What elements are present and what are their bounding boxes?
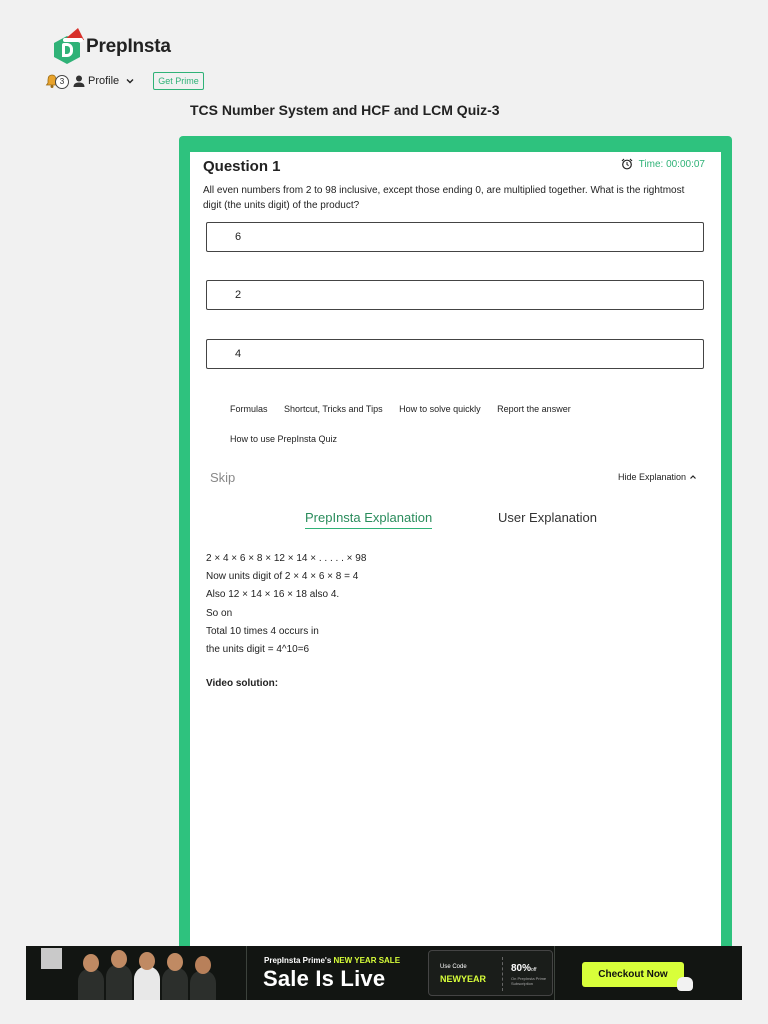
checkout-now-button[interactable]: Checkout Now <box>582 962 684 987</box>
quiz-card <box>179 136 732 956</box>
question-number: Question 1 <box>203 158 281 175</box>
answer-option[interactable]: 2 <box>206 280 704 310</box>
profile-row <box>44 72 204 90</box>
question-text: All even numbers from 2 to 98 inclusive, except those ending 0, are multiplied together. What is the rightmost digit (the units digit) of the product? <box>203 185 685 211</box>
tab-user-explanation[interactable]: User Explanation <box>498 510 597 525</box>
discount-value: 80%off <box>511 963 537 974</box>
promo-code-box <box>428 950 553 996</box>
notification-count-badge: 3 <box>55 75 69 89</box>
alarm-clock-icon <box>621 158 633 170</box>
answer-option[interactable]: 6 <box>206 222 704 252</box>
skip-button[interactable]: Skip <box>210 470 236 485</box>
prepinsta-logo[interactable] <box>52 28 171 66</box>
quiz-help-links <box>230 404 585 414</box>
shortcuts-link[interactable]: Shortcut, Tricks and Tips <box>284 404 383 414</box>
video-solution-heading: Video solution: <box>206 678 279 689</box>
logo-text: PrepInsta <box>86 36 171 57</box>
logo-icon <box>52 30 82 64</box>
quiz-card-body <box>190 152 721 972</box>
notification-bell-icon[interactable] <box>44 73 65 89</box>
pointer-hand-icon <box>677 977 693 991</box>
how-to-use-link[interactable]: How to use PrepInsta Quiz <box>230 434 338 444</box>
user-icon <box>72 74 86 88</box>
promo-people-image <box>74 950 244 1000</box>
explanation-line: Total 10 times 4 occurs in <box>206 625 319 637</box>
solve-quickly-link[interactable]: How to solve quickly <box>399 404 481 414</box>
discount-subtext: On PrepInsta Prime Subscription <box>511 976 547 986</box>
sale-subtitle: PrepInsta Prime's NEW YEAR SALE <box>264 956 401 965</box>
answer-option[interactable]: 4 <box>206 339 704 369</box>
tab-prepinsta-explanation[interactable]: PrepInsta Explanation <box>305 510 432 529</box>
profile-menu-label[interactable]: Profile <box>88 75 120 87</box>
formulas-link[interactable]: Formulas <box>230 404 268 414</box>
chevron-up-icon <box>689 473 697 481</box>
code-value: NEWYEAR <box>440 974 487 984</box>
hide-explanation-label: Hide Explanation <box>617 472 686 482</box>
sale-headline: Sale Is Live <box>263 966 386 991</box>
report-answer-link[interactable]: Report the answer <box>497 404 571 414</box>
timer-label: Time: 00:00:07 <box>638 158 705 170</box>
hide-explanation-toggle[interactable] <box>618 472 697 482</box>
explanation-line: the units digit = 4^10=6 <box>206 643 310 655</box>
banner-divider <box>246 946 247 1000</box>
explanation-line: Also 12 × 14 × 16 × 18 also 4. <box>206 589 340 601</box>
promo-banner[interactable] <box>26 946 742 1000</box>
get-prime-button[interactable]: Get Prime <box>153 72 204 90</box>
banner-close-placeholder[interactable] <box>41 948 62 969</box>
quiz-timer <box>621 158 705 170</box>
explanation-line: Now units digit of 2 × 4 × 6 × 8 = 4 <box>206 571 359 583</box>
explanation-line: 2 × 4 × 6 × 8 × 12 × 14 × . . . . . × 98 <box>206 553 367 564</box>
explanation-content <box>206 550 366 659</box>
explanation-line: So on <box>206 607 233 619</box>
code-label: Use Code <box>440 964 467 970</box>
quiz-title: TCS Number System and HCF and LCM Quiz-3 <box>190 102 500 118</box>
chevron-down-icon[interactable] <box>125 76 135 86</box>
banner-divider <box>554 946 555 1000</box>
